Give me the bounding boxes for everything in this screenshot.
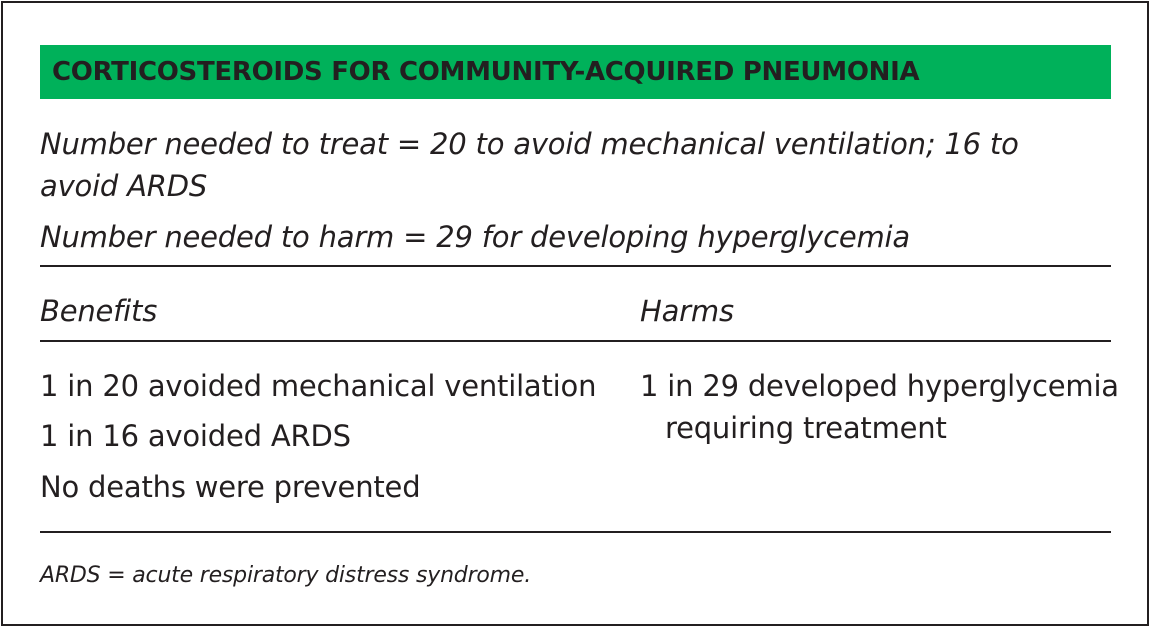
divider-top [40,265,1111,267]
nnh-line: Number needed to harm = 29 for developing hyperglycemia [40,220,910,254]
harm-item-line-1: 1 in 29 developed hyperglycemia [640,369,1119,403]
divider-header [40,340,1111,342]
benefits-header: Benefits [40,294,158,328]
footnote: ARDS = acute respiratory distress syndrome. [40,563,532,588]
benefit-item: No deaths were prevented [40,470,421,504]
benefit-item: 1 in 20 avoided mechanical ventilation [40,369,597,403]
harms-header: Harms [640,294,734,328]
nnt-line-2: avoid ARDS [40,169,208,203]
harm-item-line-2: requiring treatment [665,411,947,445]
box-title: CORTICOSTEROIDS FOR COMMUNITY-ACQUIRED PNEUMONIA [52,57,920,87]
divider-bottom [40,531,1111,533]
benefit-item: 1 in 16 avoided ARDS [40,419,351,453]
nnt-line-1: Number needed to treat = 20 to avoid mechanical ventilation; 16 to [40,127,1019,161]
title-bar [40,45,1111,99]
